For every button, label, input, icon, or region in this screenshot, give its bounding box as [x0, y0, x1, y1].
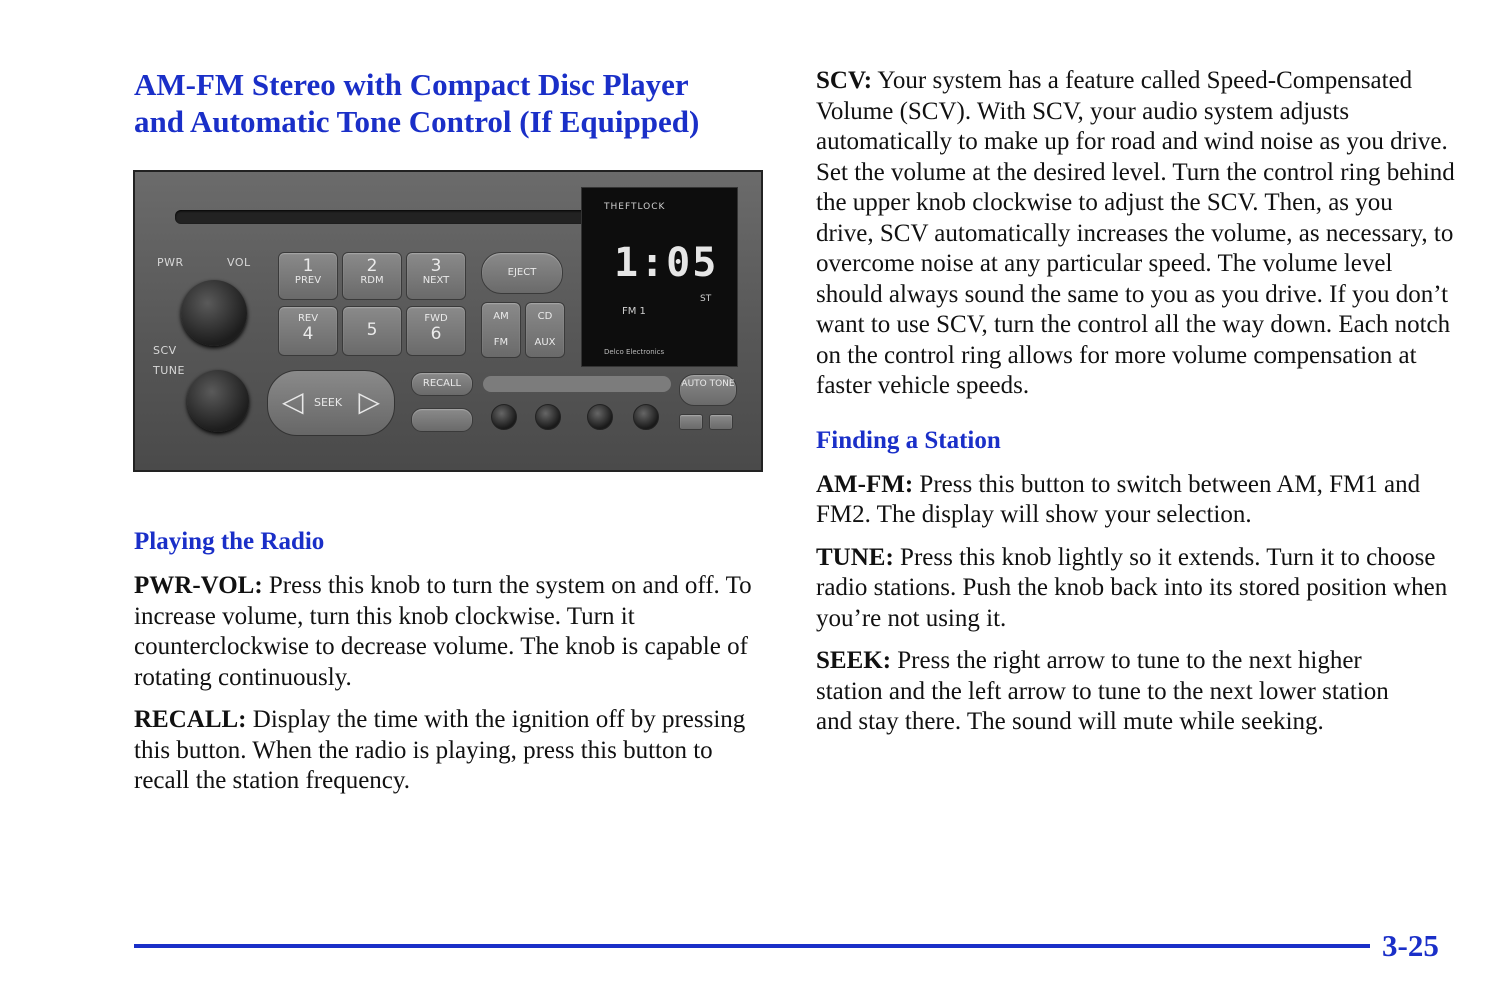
pwr-vol-text: Press this knob to turn the system on and off. To increase volume, turn this knob clockwise. Turn it counterclockwise to decrease volume. The knob is capable of rotating continuously.	[134, 572, 752, 691]
preset-button-3[interactable]: 3 NEXT	[406, 252, 466, 300]
radio-display	[581, 187, 738, 367]
tune-paragraph	[816, 543, 1456, 635]
preset-button-5[interactable]: 5	[342, 306, 402, 356]
preset-knob-1[interactable]	[491, 404, 517, 430]
am-fm-text: Press this button to switch between AM, FM1 and FM2. The display will show your selection.	[816, 470, 1421, 528]
recall-text: Display the time with the ignition off by pressing this button. When the radio is playing, press this button to recall the station frequency.	[134, 706, 746, 794]
preset-knob-3[interactable]	[587, 404, 613, 430]
subheading-finding-station: Finding a Station	[816, 426, 1001, 454]
tune-knob[interactable]	[187, 370, 249, 432]
lower-oval-button[interactable]	[411, 408, 473, 432]
footer-rule	[134, 944, 1370, 948]
pwr-label: PWR	[157, 256, 184, 269]
eject-button[interactable]: EJECT	[481, 252, 563, 294]
display-maker: Delco Electronics	[604, 348, 665, 356]
auto-tone-button[interactable]: AUTO TONE	[679, 374, 737, 406]
right-column	[816, 66, 1456, 738]
seek-term: SEEK:	[816, 647, 892, 674]
radio-photo	[133, 170, 763, 472]
display-brand: THEFTLOCK	[604, 202, 666, 212]
pwr-vol-knob[interactable]	[181, 280, 247, 346]
display-stereo-indicator: ST	[700, 294, 712, 304]
preset-knob-4[interactable]	[633, 404, 659, 430]
small-button-right[interactable]	[709, 414, 733, 430]
preset-label-strip	[483, 376, 671, 392]
tune-label: TUNE	[153, 364, 185, 377]
am-fm-paragraph	[816, 470, 1456, 531]
section-title	[134, 66, 759, 140]
title-line-1: AM-FM Stereo with Compact Disc Player	[134, 67, 689, 102]
pwr-vol-paragraph	[134, 571, 759, 693]
preset-button-2[interactable]: 2 RDM	[342, 252, 402, 300]
tune-text: Press this knob lightly so it extends. Turn it to choose radio stations. Push the knob back into its stored position when you’re not using it.	[816, 543, 1448, 632]
playing-radio-section	[134, 527, 759, 797]
vol-label: VOL	[227, 256, 251, 269]
scv-text: Your system has a feature called Speed-Compensated Volume (SCV). With SCV, your audio system adjusts automatically to make up for road and wind noise as you drive. Set the volume at the desired level. Turn the control ring behind the upper knob clockwise to adjust the SCV. Then, as you drive, SCV automatically increases the volume, as necessary, to overcome noise at any particular speed. The volume level should always sound the same to you as you drive. If you don’t want to use SCV, turn the control all the way down. Each notch on the control ring allows for more volume compensation at faster vehicle speeds.	[816, 67, 1455, 399]
display-band: FM 1	[622, 306, 646, 317]
seek-text: Press the right arrow to tune to the next higher station and the left arrow to tune to the next lower station and stay there. The sound will mute while seeking.	[816, 647, 1389, 735]
scv-term: SCV:	[816, 67, 873, 94]
recall-paragraph	[134, 705, 759, 797]
subheading-playing-radio: Playing the Radio	[134, 528, 325, 555]
scv-label: SCV	[153, 344, 177, 357]
seek-paragraph	[816, 646, 1396, 738]
left-column	[134, 66, 759, 140]
tune-term: TUNE:	[816, 543, 894, 571]
small-button-left[interactable]	[679, 414, 703, 430]
preset-button-6[interactable]: FWD 6	[406, 306, 466, 356]
preset-button-1[interactable]: 1 PREV	[278, 252, 338, 300]
am-fm-button[interactable]: AM FM	[481, 302, 521, 358]
preset-knob-2[interactable]	[535, 404, 561, 430]
title-line-2: and Automatic Tone Control (If Equipped)	[134, 104, 700, 139]
seek-button[interactable]: ◁ SEEK ▷	[267, 370, 395, 436]
page-number: 3-25	[1382, 928, 1439, 963]
cd-aux-button[interactable]: CD AUX	[525, 302, 565, 358]
recall-term: RECALL:	[134, 706, 247, 733]
display-time: 1:05	[614, 240, 719, 286]
am-fm-term: AM-FM:	[816, 470, 914, 498]
scv-paragraph	[816, 66, 1456, 402]
pwr-vol-term: PWR-VOL:	[134, 572, 263, 599]
preset-button-4[interactable]: REV 4	[278, 306, 338, 356]
recall-button[interactable]: RECALL	[411, 372, 473, 396]
seek-right-arrow-icon[interactable]: ▷	[358, 385, 380, 418]
seek-left-arrow-icon[interactable]: ◁	[282, 385, 304, 418]
